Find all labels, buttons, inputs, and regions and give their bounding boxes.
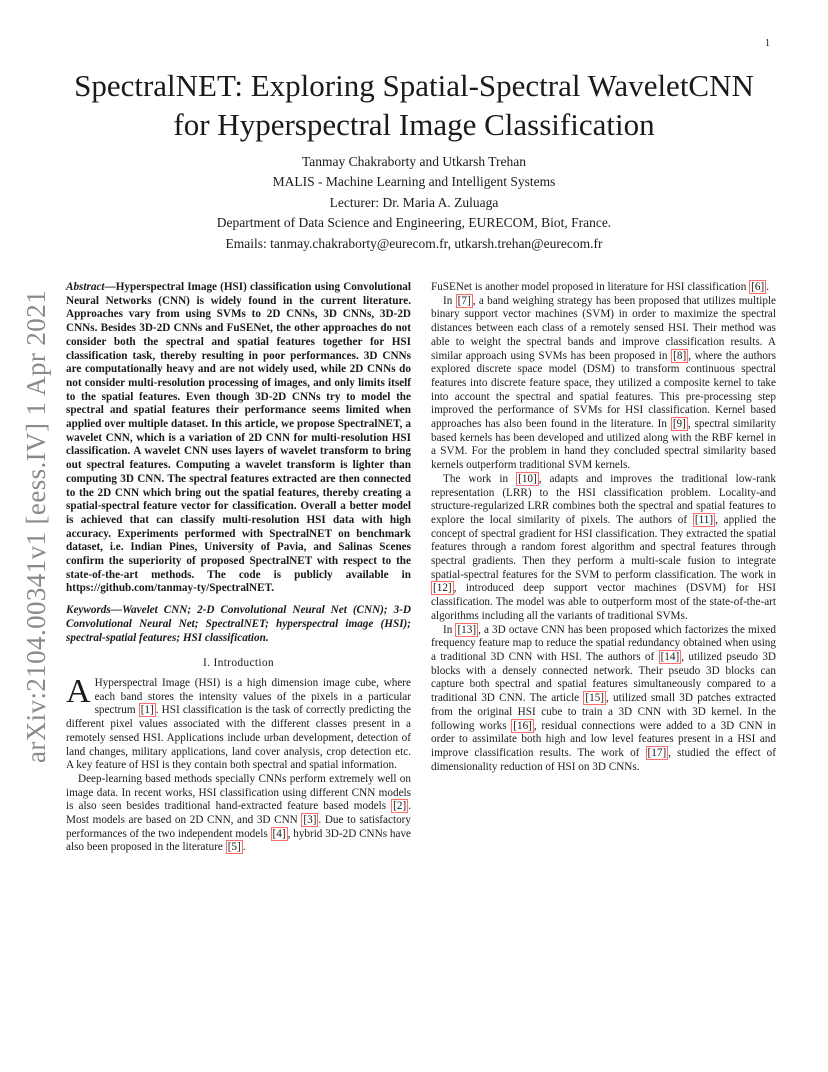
citation-link[interactable]: [11] [694, 513, 714, 526]
author-program: MALIS - Machine Learning and Intelligent Systems [272, 174, 556, 190]
author-lecturer: Lecturer: Dr. Maria A. Zuluaga [329, 194, 499, 210]
citation-link[interactable]: [4] [272, 827, 286, 840]
abstract-lead: Abstract [66, 281, 105, 293]
intro-paragraph-1: A Hyperspectral Image (HSI) is a high dimension image cube, where each band stores the intensity values of the pixels in a particular spectrum [1] . HSI classification is the task of correctly predicting the different pixel values associated with the different classes present in a remotely sensed HSI. Applications include urban development, detection of land changes, military applications, land cover analysis, crop detection etc. A key feature of HSI is they contain both spectral and spatial information. [66, 672, 411, 772]
author-names: Tanmay Chakraborty and Utkarsh Trehan [301, 154, 526, 169]
right-paragraph-4: In [13] , a 3D octave CNN has been proposed which factorizes the mixed frequency feature map to reduce the spatial redundancy obtained when using a traditional 3D CNN with HSI. The authors of [14] , utilized pseudo 3D blocks with a densely connected network. Their pseudo 3D blocks can capture both spectral and spatial features simultaneously compared to a traditional 3D CNN. The article [15] , utilized small 3D patches extracted from the original HSI cube to train a 3D CNN with 3D kernel. In the following works [16] , residual connections were added to a 3D CNN in order to assimilate both high and low level features present in a HSI and improve classification results. The work of [17] , studied the effect of dimensionality reduction of HSI on 3D CNNs. [431, 623, 776, 773]
page-number: 1 [765, 38, 770, 49]
citation-link[interactable]: [5] [227, 841, 241, 854]
citation-link[interactable]: [13] [457, 623, 477, 636]
left-column [66, 281, 411, 855]
right-column [431, 281, 776, 774]
author-emails: Emails: tanmay.chakraborty@eurecom.fr, utkarsh.trehan@eurecom.fr [225, 235, 603, 251]
citation-link[interactable]: [3] [303, 814, 317, 827]
section-heading-introduction: I. Introduction [203, 657, 274, 670]
citation-link[interactable]: [14] [660, 650, 680, 663]
citation-link[interactable]: [2] [393, 800, 407, 813]
right-paragraph-1: FuSENet is another model proposed in literature for HSI classification [6] . [431, 281, 769, 293]
citation-link[interactable]: [1] [140, 704, 154, 717]
citation-link[interactable]: [17] [647, 746, 667, 759]
abstract [66, 281, 411, 596]
paper-title: SpectralNET: Exploring Spatial-Spectral WaveletCNN for Hyperspectral Image Classification [74, 68, 754, 142]
citation-link[interactable]: [12] [433, 582, 452, 595]
citation-link[interactable]: [10] [518, 472, 537, 485]
arxiv-id: arXiv:2104.00341v1 [eess.IV] 1 Apr 2021 [20, 290, 51, 764]
citation-link[interactable]: [8] [673, 349, 687, 362]
citation-link[interactable]: [15] [585, 692, 605, 705]
arxiv-stamp [8, 292, 64, 762]
author-affiliation: Department of Data Science and Engineering, EURECOM, Biot, France. [216, 215, 612, 231]
citation-link[interactable]: [7] [457, 294, 471, 307]
abstract-text: —Hyperspectral Image (HSI) classification using Convolutional Neural Networks (CNN) is widely found in the current literature. Approaches vary from using SVMs to 2D CNNs, 3D CNNs, 3D-2D CNNs. Besides 3D-2D CNNs and FuSENet, the other approaches do not consider both the spectral and spatial features together for HSI classification task, thereby resulting in poor performances. 3D CNNs are computationally heavy and are not widely used, while 2D CNNs do not consider multi-resolution processing of images, and only limits itself to the spatial features. Even though 3D-2D CNNs try to model the spectral and spatial features their performance seems limited when applied over multiple dataset. In this article, we propose SpectralNET, a wavelet CNN, which is a variation of 2D CNN for multi-resolution HSI classification. A wavelet CNN uses layers of wavelet transform to bring out spectral features. Computing a wavelet transform is lighter than computing 3D CNN. The spectral features extracted are then connected to the 2D CNN which bring out the spatial features, thereby creating a spatial-spectral feature vector for classification. Overall a better model is achieved that can classify multi-resolution HSI data with high accuracy. Experiments performed with SpectralNET on benchmark dataset, i.e. Indian Pines, University of Pavia, and Salinas Scenes confirm the superiority of proposed SpectralNET with respect to the state-of-the-art methods. The code is publicly available in https://github.com/tanmay-ty/SpectralNET. [66, 281, 411, 595]
author-block [60, 152, 768, 254]
drop-cap: A [66, 672, 91, 710]
citation-link[interactable]: [9] [672, 418, 686, 431]
keywords: Keywords—Wavelet CNN; 2-D Convolutional Neural Net (CNN); 3-D Convolutional Neural Net; SpectralNET; hyperspectral image (HSI); spectral-spatial features; HSI classification. [66, 604, 411, 644]
right-paragraph-2: In [7] , a band weighing strategy has been proposed that utilizes multiple binary support vector machines (SVM) in order to maximize the spectral distances between each class of a remotely sensed HSI. Their method was able to weight the spectral bands and improve classification results. A similar approach using SVMs has been proposed in [8] , where the authors explored discrete space model (DSM) to transform continuous spectral features into discrete feature space, they utilized a composite kernel to take into account the spectral and spatial features. This pre-processing step improved the performance of SVMs for HSI classification. Kernel based approaches has also been found in the literature. In [9] , spectral similarity based kernels has been developed and utilized along with the RBF kernel in a SVM. For the problem in hand they concluded spectral similarity based kernels outperform traditional SVM kernels. [431, 294, 776, 472]
citation-link[interactable]: [16] [513, 719, 532, 732]
intro-paragraph-2: Deep-learning based methods specially CNNs perform extremely well on image data. In recent works, HSI classification using different CNN models is also seen besides traditional hand-extracted feature based models [2] . Most models are based on 2D CNN, and 3D CNN [3] . Due to satisfactory performances of the two independent models [4] , hybrid 3D-2D CNNs have also been proposed in the literature [5] . [66, 772, 412, 854]
citation-link[interactable]: [6] [751, 281, 765, 293]
right-paragraph-3: The work in [10] , adapts and improves the traditional low-rank representation (LRR) to the HSI classification problem. Locality-and structure-regularized LRR combines both the spectral and spatial features to explore the local similarity of pixels. The authors of [11] , applied the concept of spectral gradient for HSI classification. They extracted the spatial features through a random forest algorithm and spectral features through spectral gradients. Then they perform a multi-scale fusion to integrate spatial-spectral features for the SVM to perform classification. The work in [12] , introduced deep support vector machines (DSVM) for HSI classification. The model was able to outperform most of the state-of-the-art algorithms including all the variants of traditional SVMs. [431, 472, 776, 622]
